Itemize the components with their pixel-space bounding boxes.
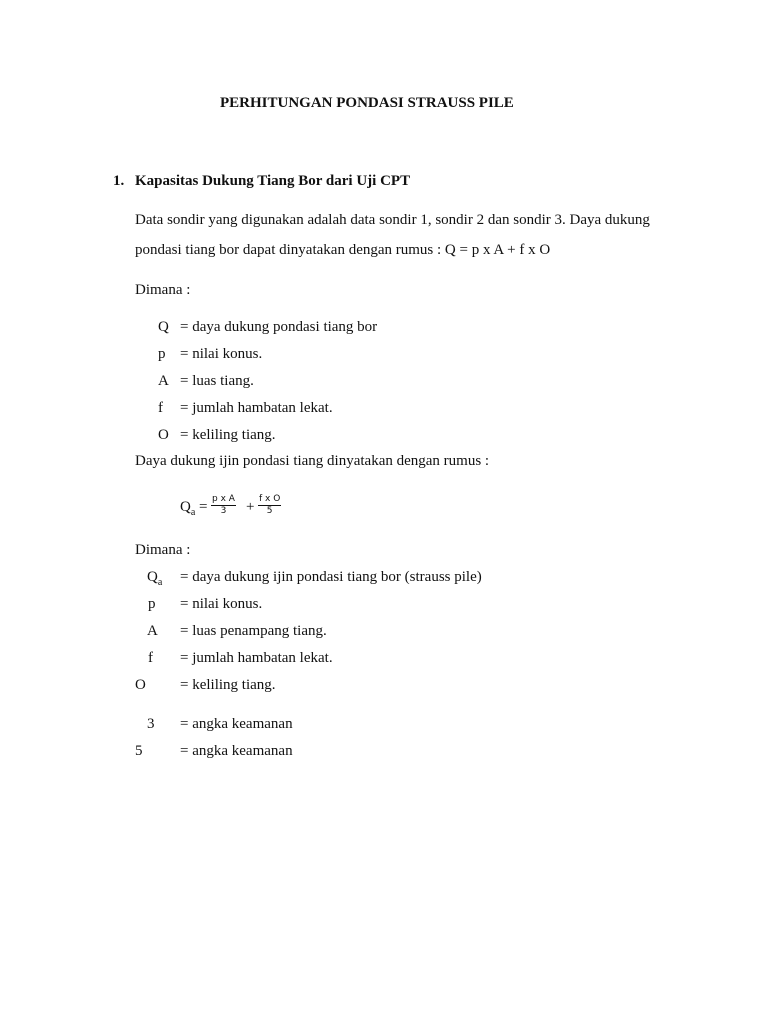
section-heading: Kapasitas Dukung Tiang Bor dari Uji CPT [135,173,411,189]
numerator: p x A [212,494,235,504]
paragraph-line: Data sondir yang digunakan adalah data sondir 1, sondir 2 dan sondir 3. Daya dukung [135,212,650,228]
def-symbol: O [158,427,169,443]
numerator: f x O [259,494,281,504]
formula-lhs-sub: a [190,507,196,518]
def-desc: = luas penampang tiang. [180,623,327,639]
def-desc: = daya dukung ijin pondasi tiang bor (strauss pile) [180,569,482,585]
def-desc: = luas tiang. [180,373,254,389]
def-symbol: f [148,650,153,666]
paragraph-line: pondasi tiang bor dapat dinyatakan dengan rumus : Q = p x A + f x O [135,242,551,258]
def-symbol: 3 [147,716,155,732]
def-desc: = angka keamanan [180,743,293,759]
def-desc: = angka keamanan [180,716,293,732]
def-symbol: A [147,623,158,639]
denominator: 3 [220,506,227,516]
dimana-label: Dimana : [135,282,191,298]
document-title: PERHITUNGAN PONDASI STRAUSS PILE [220,95,514,111]
def-desc: = jumlah hambatan lekat. [180,400,333,416]
formula-plus: + [246,499,255,515]
def-symbol: p [158,346,166,362]
formula-eq: = [199,499,208,515]
def-desc: = keliling tiang. [180,427,276,443]
def-desc: = keliling tiang. [180,677,276,693]
paragraph-line: Daya dukung ijin pondasi tiang dinyatakan dengan rumus : [135,453,490,469]
section-number: 1. [113,173,125,189]
def-desc: = nilai konus. [180,346,263,362]
fraction-fo-5 [258,494,281,517]
def-desc: = daya dukung pondasi tiang bor [180,319,378,335]
def-symbol: Q [158,319,169,335]
def-symbol: $Q_a$ [147,569,163,588]
def-desc: = nilai konus. [180,596,263,612]
def-symbol: O [135,677,146,693]
def-symbol: f [158,400,163,416]
fraction-pa-3 [211,494,236,517]
denominator: 5 [266,506,273,516]
def-symbol: A [158,373,169,389]
def-symbol: 5 [135,743,143,759]
dimana-label: Dimana : [135,542,191,558]
def-desc: = jumlah hambatan lekat. [180,650,333,666]
formula-lhs: Q [180,499,191,515]
def-symbol: p [148,596,156,612]
